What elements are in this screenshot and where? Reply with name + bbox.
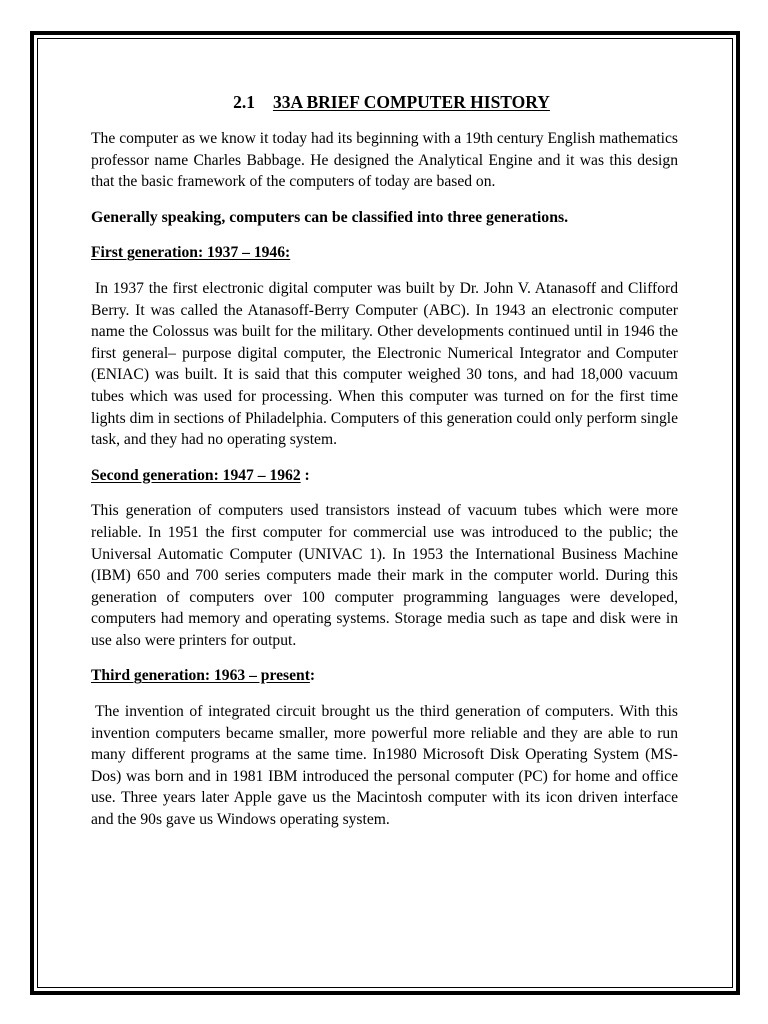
section-heading-suffix: : [309,667,316,685]
section-body-first-generation: In 1937 the first electronic digital computer was built by Dr. John V. Atanasoff and Clifford Berry. It was called the Atanasoff-Berry Computer (ABC). In 1943 an electronic computer name the Colossus was built for the military. Other developments continued until in 1946 the first general– purpose digital computer, the Electronic Numerical Integrator and Computer (ENIAC) was built. It is said that this computer weighed 30 tons, and had 18,000 vacuum tubes which was used for processing. When this computer was turned on for the first time lights dim in sections of Philadelphia. Computers of this generation could only perform single task, and they had no operating system. [91,279,678,449]
document-content [91,90,678,845]
title-number: 2.1 [233,92,255,112]
section-heading-second-generation [91,465,678,487]
section-heading-first-generation [91,242,678,264]
section-heading-text: Second generation: 1947 – 1962 [91,466,301,484]
section-heading-suffix: : [300,466,310,484]
section-heading-text: Third generation: 1963 – present [91,667,310,685]
section-heading-text: First generation: 1937 – 1946: [91,244,291,262]
intro-paragraph: The computer as we know it today had its beginning with a 19th century English mathematics professor name Charles Babbage. He designed the Analytical Engine and it was this design that the basic framework of the computers of today are based on. [91,130,678,191]
title-text: 33A BRIEF COMPUTER HISTORY [272,92,550,112]
document-title [91,90,678,114]
section-heading-third-generation [91,665,678,687]
section-body-third-generation: The invention of integrated circuit brought us the third generation of computers. With this invention computers became smaller, more powerful more reliable and they are able to run many different programs at the same time. In1980 Microsoft Disk Operating System (MS-Dos) was born and in 1981 IBM introduced the personal computer (PC) for home and office use. Three years later Apple gave us the Macintosh computer with its icon driven interface and the 90s gave us Windows operating system. [91,703,678,829]
section-body-second-generation: This generation of computers used transistors instead of vacuum tubes which were more reliable. In 1951 the first computer for commercial use was introduced to the public; the Universal Automatic Computer (UNIVAC 1). In 1953 the International Business Machine (IBM) 650 and 700 series computers made their mark in the computer world. During this generation of computers over 100 computer programming languages were developed, computers had memory and operating systems. Storage media such as tape and disk were in use also were printers for output. [91,502,678,649]
classification-statement: Generally speaking, computers can be classified into three generations. [91,208,569,226]
